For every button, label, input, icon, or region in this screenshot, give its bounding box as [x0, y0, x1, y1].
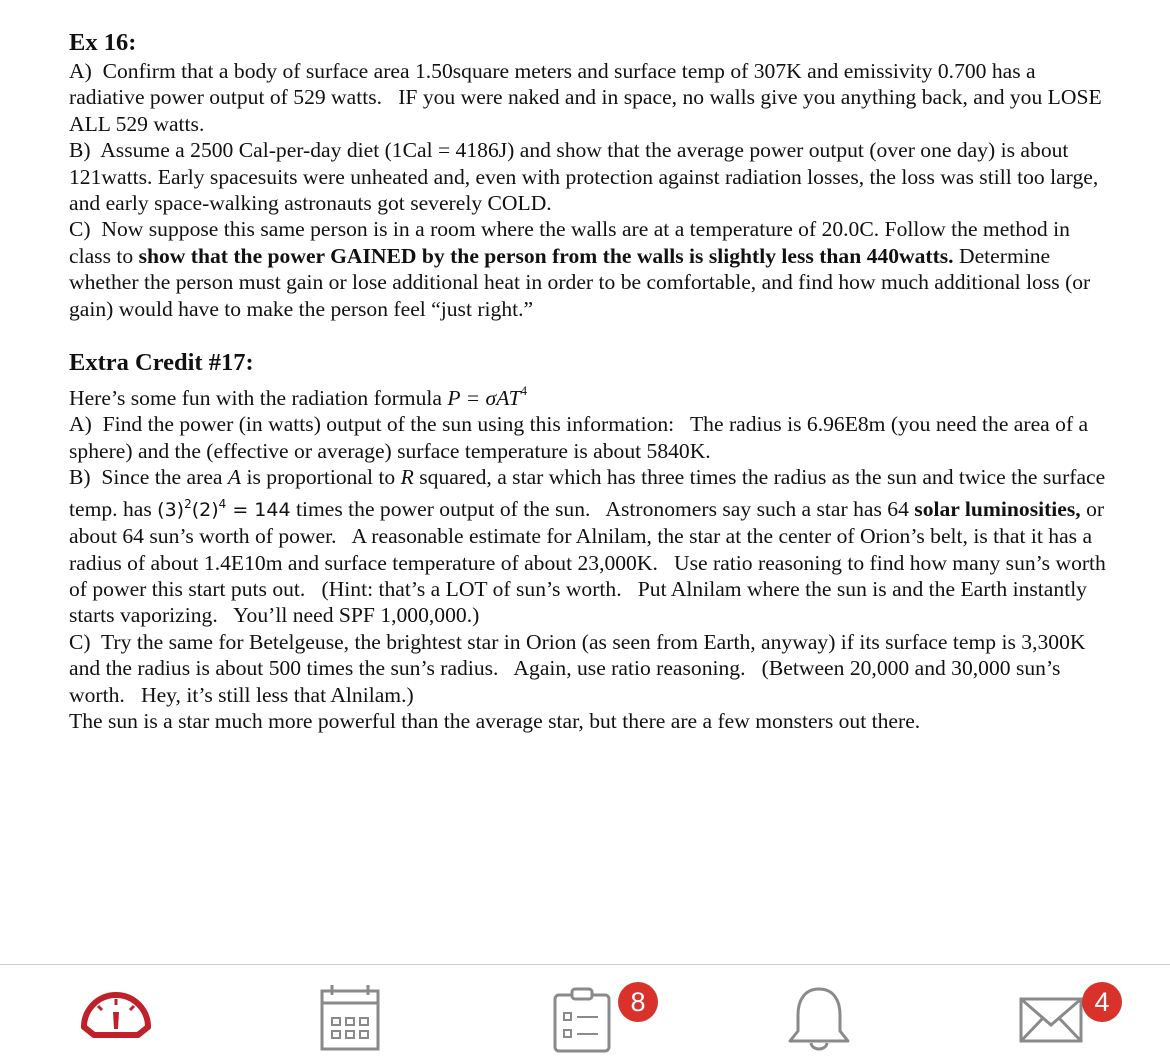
xc17-part-b	[69, 464, 1109, 628]
mail-icon	[1018, 985, 1088, 1045]
ratio-term-2: (2)	[191, 498, 219, 521]
ratio-exp-1: 2	[184, 496, 192, 511]
xc17-part-a: A) Find the power (in watts) output of the sun using this information: The radius is 6.96E8m (you need the area of a sphere) and the (effective or average) surface temperature is about 5840K.	[69, 412, 1089, 463]
radiation-formula-exponent: 4	[520, 383, 528, 399]
xc17-part-b-text-3: squared, a star which has three times the radius as the sun and twice the surface temp. has	[69, 465, 1106, 521]
xc17-part-c: C) Try the same for Betelgeuse, the brightest star in Orion (as seen from Earth, anyway) if its surface temp is 3,300K and the radius is about 500 times the sun’s radius. Again, use ratio reasoning. (Between 20,000 and 30,000 sun’s worth. Hey, it’s still less that Alnilam.)	[69, 629, 1086, 707]
ex16-part-a: A) Confirm that a body of surface area 1.50square meters and surface temp of 307K and emissivity 0.700 has a radiative power output of 529 watts. IF you were naked and in space, no walls give you anything back, and you LOSE ALL 529 watts.	[69, 59, 1102, 136]
tab-dashboard[interactable]	[78, 985, 168, 1055]
xc17-part-b-text-4: times the power output of the sun. Astronomers say such a star has 64	[290, 496, 915, 521]
todo-clipboard-icon	[552, 985, 618, 1055]
bottom-tab-bar	[0, 964, 1170, 1064]
ex16-part-c-text: C) Now suppose this same person is in a room where the walls are at a temperature of 20.0C. Follow the method in class to	[69, 217, 1070, 268]
todo-badge: 8	[618, 982, 658, 1022]
calendar-icon	[318, 985, 384, 1055]
xc17-part-b-text-5: or about 64 sun’s worth of power. A reasonable estimate for Alnilam, the star at the center of Orion’s belt, is that it has a radius of about 1.4E10m and surface temperature of about 23,000K. Use ratio reasoning to find how many sun’s worth of power this start puts out. (Hint: that’s a LOT of sun’s worth. Put Alnilam where the sun is and the Earth instantly starts vaporizing. You’ll need SPF 1,000,000.)	[69, 496, 1106, 628]
xc17-title: Extra Credit #17:	[69, 349, 254, 377]
tab-inbox[interactable]	[1018, 985, 1108, 1055]
document-body	[69, 28, 1109, 734]
ratio-term-1: (3)	[157, 498, 185, 521]
variable-a: A	[227, 465, 242, 490]
xc17-intro	[69, 378, 1109, 411]
xc17-part-b-bold: solar luminosities,	[914, 496, 1081, 521]
ratio-expression	[157, 496, 291, 521]
ex16-part-c-rest: Determine whether the person must gain or lose additional heat in order to be comfortable, and find how much additional loss (or gain) would have to make the person feel “just right.”	[69, 243, 1091, 321]
xc17-intro-text: Here’s some fun with the radiation formula	[69, 386, 448, 411]
ex16-part-c	[69, 216, 1109, 322]
tab-todo[interactable]	[552, 985, 646, 1055]
tab-notifications[interactable]	[786, 985, 876, 1055]
xc17-part-b-text-1: B) Since the area	[69, 465, 228, 490]
variable-r: R	[400, 465, 414, 490]
ex16-title: Ex 16:	[69, 29, 137, 56]
xc17-closing: The sun is a star much more powerful than the average star, but there are a few monsters out there.	[69, 708, 921, 733]
ex16-part-b: B) Assume a 2500 Cal-per-day diet (1Cal = 4186J) and show that the average power output (over one day) is about 121watts. Early spacesuits were unheated and, even with protection against radiation losses, the loss was still too large, and early space-walking astronauts got severely COLD.	[69, 138, 1099, 216]
bell-icon	[786, 985, 852, 1057]
dashboard-gauge-icon	[78, 985, 158, 1045]
inbox-badge: 4	[1082, 982, 1122, 1022]
ex16-part-c-bold: show that the power GAINED by the person from the walls is slightly less than 440watts.	[138, 243, 954, 268]
radiation-formula	[447, 383, 528, 411]
tab-calendar[interactable]	[318, 985, 408, 1055]
xc17-part-b-text-2: is proportional to	[241, 465, 401, 490]
ratio-result: = 144	[226, 498, 291, 521]
ratio-exp-2: 4	[218, 496, 227, 511]
radiation-formula-main: P = σAT	[447, 386, 521, 411]
